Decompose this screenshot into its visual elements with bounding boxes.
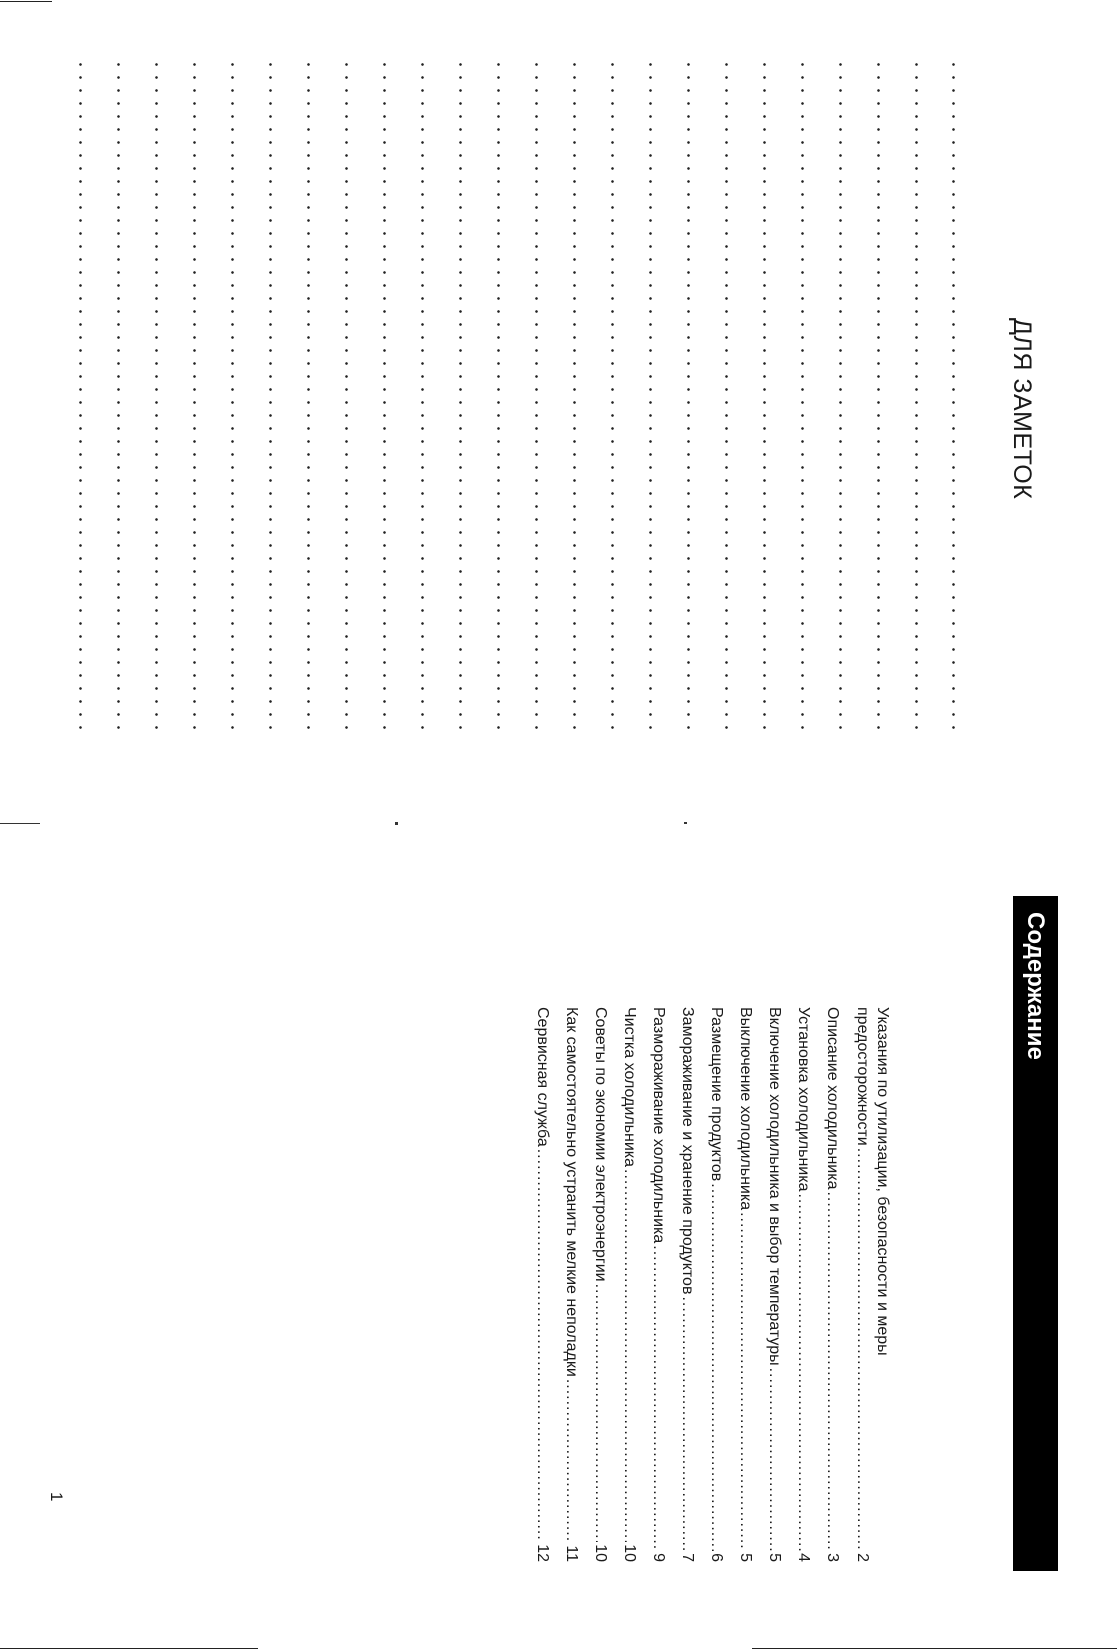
dot-leader: [673, 1296, 702, 1551]
toc-entry[interactable]: [731, 1007, 760, 1562]
page-bottom-edge: [0, 1648, 258, 1649]
dot-leader: [528, 1149, 557, 1542]
dot-leader: [789, 1193, 818, 1551]
toc-entry-label: Советы по экономии электроэнергии: [592, 1007, 609, 1282]
toc-entry-page: 2: [854, 1553, 871, 1562]
note-line: [839, 58, 842, 738]
dot-leader: [760, 1368, 789, 1551]
toc-entry-label: предосторожности: [854, 1007, 871, 1146]
note-line: [725, 58, 728, 738]
toc-entry-label: Сервисная служба: [534, 1007, 551, 1147]
note-line: [687, 58, 690, 738]
toc-entry[interactable]: [760, 1007, 789, 1562]
page-bottom-edge: [752, 1648, 1117, 1649]
note-line: [952, 58, 955, 738]
toc-entry-page: 10: [621, 1544, 638, 1562]
note-line: [307, 58, 310, 738]
toc-entry-page: 9: [650, 1553, 667, 1562]
dot-leader: [557, 1379, 586, 1544]
toc-entry-page: 12: [534, 1544, 551, 1562]
toc-entry-label: Включение холодильника и выбор температуры: [766, 1007, 783, 1366]
note-line: [421, 58, 424, 738]
toc-entry-page: 3: [824, 1553, 841, 1562]
scan-speck: [0, 823, 40, 824]
toc-entry-label: Описание холодильника: [824, 1007, 841, 1190]
dot-leader: [818, 1191, 847, 1551]
toc-entry-page: 4: [795, 1553, 812, 1562]
toc-entry-label: Выключение холодильника: [737, 1007, 754, 1211]
note-line: [497, 58, 500, 738]
note-line: [877, 58, 880, 738]
toc-entry[interactable]: [818, 1007, 847, 1562]
dot-leader: [731, 1212, 760, 1551]
toc-entry-label: Размораживание холодильника: [650, 1007, 667, 1244]
toc-entry-label: Замораживание и хранение продуктов: [679, 1007, 696, 1295]
note-line: [193, 58, 196, 738]
note-line: [383, 58, 386, 738]
toc-entry-page: 10: [592, 1544, 609, 1562]
dot-leader: [586, 1284, 615, 1543]
note-line: [345, 58, 348, 738]
dot-leader: [852, 1148, 872, 1551]
note-line: [459, 58, 462, 738]
note-line: [611, 58, 614, 738]
scan-edge-mark: [0, 1, 52, 2]
note-line: [915, 58, 918, 738]
toc-entry-page: 11: [563, 1545, 580, 1562]
note-line: [269, 58, 272, 738]
toc-entry-label: Установка холодильника: [795, 1007, 812, 1192]
toc-entry[interactable]: [557, 1007, 586, 1562]
note-line: [573, 58, 576, 738]
note-line: [155, 58, 158, 738]
toc-entry-page: 5: [766, 1553, 783, 1562]
note-line: [763, 58, 766, 738]
toc-entry-page: 6: [708, 1553, 725, 1562]
note-line: [535, 58, 538, 738]
toc-entry[interactable]: [702, 1007, 731, 1562]
toc-entry-label: Чистка холодильника: [621, 1007, 638, 1168]
note-line: [649, 58, 652, 738]
toc-entry[interactable]: [673, 1007, 702, 1562]
note-line: [117, 58, 120, 738]
page-number: 1: [47, 1492, 66, 1502]
table-of-contents: [528, 1007, 895, 1562]
contents-title-banner: Содержание: [1013, 896, 1058, 1571]
note-line: [801, 58, 804, 738]
scan-speck: [684, 822, 687, 824]
toc-entry[interactable]: [847, 1007, 895, 1562]
toc-entry-label: Как самостоятельно устранить мелкие неполадки: [563, 1007, 580, 1377]
dot-leader: [644, 1245, 673, 1551]
toc-entry[interactable]: [644, 1007, 673, 1562]
notes-title: ДЛЯ ЗАМЕТОК: [1008, 318, 1036, 500]
scan-speck: [395, 822, 398, 825]
toc-entry[interactable]: [789, 1007, 818, 1562]
note-line: [79, 58, 82, 738]
toc-entry[interactable]: [615, 1007, 644, 1562]
toc-entry-page: 5: [737, 1553, 754, 1562]
toc-entry[interactable]: [528, 1007, 557, 1562]
dot-leader: [615, 1169, 644, 1542]
toc-entry-label-line1: Указания по утилизации, безопасности и меры: [874, 1007, 891, 1356]
toc-entry-label: Размещение продуктов: [708, 1007, 725, 1182]
toc-entry[interactable]: [586, 1007, 615, 1562]
toc-entry-page: 7: [679, 1553, 696, 1562]
dot-leader: [702, 1183, 731, 1551]
note-line: [231, 58, 234, 738]
